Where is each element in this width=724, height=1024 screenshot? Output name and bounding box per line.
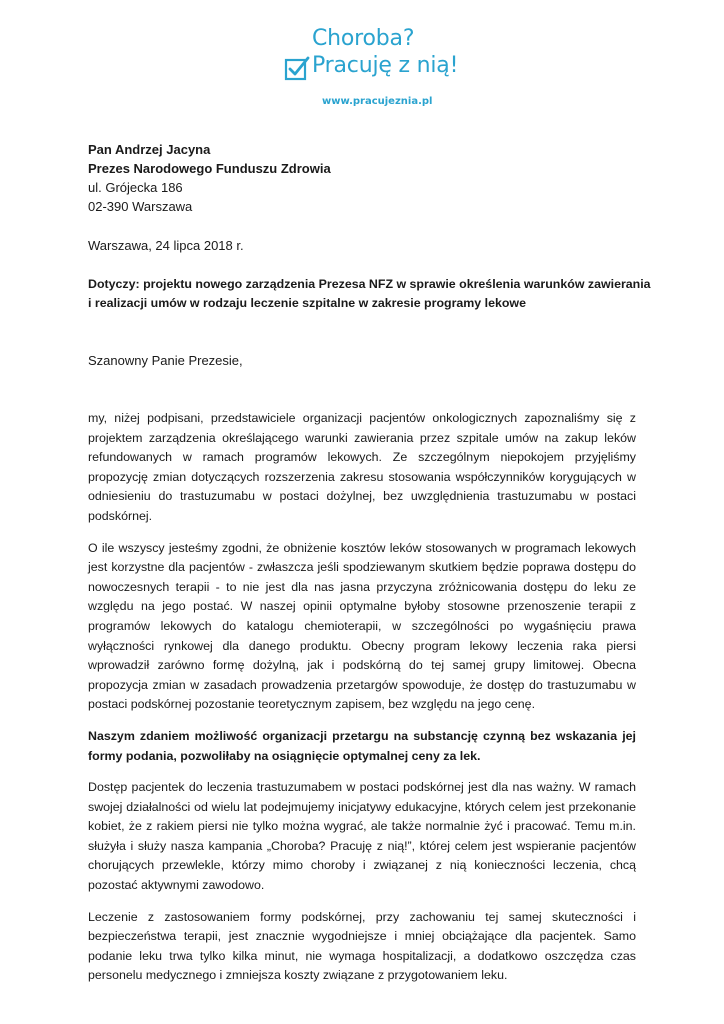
body-paragraph-emphasis: Naszym zdaniem możliwość organizacji przetargu na substancję czynną bez wskazania jej formy podania, pozwoliłaby na osiągnięcie optymalnej ceny za lek. xyxy=(88,728,636,763)
logo-text-line1: Choroba? xyxy=(312,26,415,51)
recipient-city: 02-390 Warszawa xyxy=(88,199,193,214)
logo-text-line2: Pracuję z nią! xyxy=(312,53,459,78)
checkbox-check-icon xyxy=(284,55,310,81)
body-paragraph: O ile wszyscy jesteśmy zgodni, że obniżenie kosztów leków stosowanych w programach lekowych jest korzystne dla pacjentów - zwłaszcza jeśli spodziewanym skutkiem będzie poprawa dostępu do nowoczesnych terapii - to nie jest dla nas jasna przyczyna zróżnicowania dostępu do leku ze względu na jego postać. W naszej opinii optymalne byłoby stosowne przenoszenie terapii z programów lekowych do katalogu chemioterapii, w szczególności po wygaśnięciu prawa wyłączności rynkowej dla danego produktu. Obecny program lekowy leczenia raka piersi wprowadził zarówno formę dożylną, jak i podskórną do tej samej grupy limitowej. Obecna propozycja zmian w zasadach prowadzenia przetargów spowoduje, że dostęp do trastuzumabu w postaci podskórnej pozostanie teoretycznym zapisem, bez względu na jego cenę. xyxy=(88,540,636,712)
campaign-logo xyxy=(282,26,472,110)
recipient-street: ul. Grójecka 186 xyxy=(88,180,183,195)
body-paragraph: Leczenie z zastosowaniem formy podskórnej, przy zachowaniu tej samej skuteczności i bezpieczeństwa terapii, jest znacznie wygodniejsze i mniej obciążające dla pacjentek. Samo podanie leku trwa tylko kilka minut, nie wymaga hospitalizacji, a dodatkowo oszczędza czas personelu medycznego i zmniejsza koszty związane z przygotowaniem leku. xyxy=(88,909,636,983)
letter-content xyxy=(88,140,651,986)
letter-greeting: Szanowny Panie Prezesie, xyxy=(88,353,243,368)
letter-subject xyxy=(88,275,651,313)
logo-url[interactable]: www.pracujeznia.pl xyxy=(322,96,433,107)
recipient-title: Prezes Narodowego Funduszu Zdrowia xyxy=(88,161,331,176)
subject-line2: i realizacji umów w rodzaju leczenie szpitalne w zakresie programy lekowe xyxy=(88,296,526,310)
recipient-name: Pan Andrzej Jacyna xyxy=(88,142,211,157)
letter-date: Warszawa, 24 lipca 2018 r. xyxy=(88,238,244,253)
recipient-block xyxy=(88,140,636,216)
body-paragraph: my, niżej podpisani, przedstawiciele organizacji pacjentów onkologicznych zapoznaliśmy się z projektem zarządzenia określającego warunki zawierania przez szpitale umów na zakup leków refundowanych w ramach programów lekowych. Ze szczególnym niepokojem przyjęliśmy propozycję zmian dotyczących rozszerzenia zakresu stosowania współczynników korygujących w odniesieniu do trastuzumabu w postaci dożylnej, bez uwzględnienia trastuzumabu w postaci podskórnej. xyxy=(88,411,636,523)
subject-line1: Dotyczy: projektu nowego zarządzenia Prezesa NFZ w sprawie określenia warunków zawierania xyxy=(88,277,651,291)
body-paragraph: Dostęp pacjentek do leczenia trastuzumabem w postaci podskórnej jest dla nas ważny. W ramach swojej działalności od wielu lat podejmujemy inicjatywy edukacyjne, których celem jest przekonanie kobiet, że z rakiem piersi nie tylko można wygrać, ale także normalnie żyć i pracować. Temu m.in. służyła i służy nasza kampania „Choroba? Pracuję z nią!”, której celem jest wspieranie pacjentów chorujących przewlekle, którzy mimo choroby i związanej z nią konieczności leczenia, chcą pozostać aktywnymi zawodowo. xyxy=(88,780,636,893)
